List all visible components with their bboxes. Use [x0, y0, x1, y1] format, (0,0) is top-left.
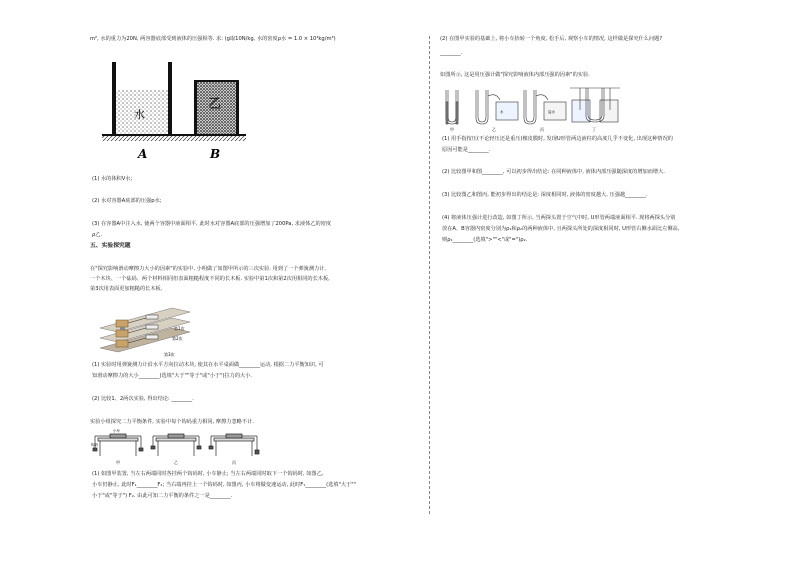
- e2-q1-line3: 小于"或"等于") F₂. 由此可知二力平衡的条件之一是________.: [92, 493, 233, 499]
- water-label-yi: 水: [500, 110, 504, 114]
- e3-q1-line1: (1) 用手指按压(不论轻压还是重压)橡皮膜时, 发现U形管两边液柱的高度几乎不变化, 出现这种情况的: [442, 136, 673, 142]
- section-title: 五、实验探究题: [90, 243, 131, 249]
- q1: (1) 水的体积V水;: [92, 176, 133, 182]
- cart-label: 小车: [113, 429, 120, 433]
- fig-p-bing: 丙: [540, 127, 544, 132]
- containers-figure: [98, 58, 248, 166]
- trial-2-label: 第2次: [172, 336, 183, 341]
- e1-q1-line2: 知滑动摩擦力的大小________(选填"大于""等于"或"小于")拉力的大小.: [92, 373, 253, 379]
- fig-p-yi: 乙: [492, 127, 496, 132]
- exp1-line2: 一个木块、一个砝码、两个材料相同但表面粗糙程度不同的长木板. 实验中第1次和第2次用相同的长木板,: [90, 276, 330, 282]
- e3-q4-line1: (4) 将液体压强计进行改造, 如图丁所示, 当两探头置于空气中时, U形管两端液面相平. 现将两探头分别: [442, 215, 676, 221]
- trial-1-label: 第1次: [174, 326, 185, 331]
- e3-q3: (3) 比较图乙和图丙, 能初步得出的结论是: 深度相同时, 液体的密度越大, 压强越________.: [442, 192, 648, 198]
- q3-line2: ρ乙.: [92, 232, 103, 238]
- trial-3-label: 第3次: [164, 352, 175, 357]
- fig-p-jia: 甲: [450, 127, 454, 132]
- exp2-intro: 实验小组探究二力平衡条件, 实验中每个钩码重力相同, 摩擦力忽略不计.: [90, 419, 254, 425]
- e3-q4-line3: 则ρ₁________(选填">""<"或"=")ρ₂.: [442, 237, 528, 243]
- q2-line2: ________.: [440, 50, 463, 56]
- e2-q1-line1: (1) 如图甲装置, 当左右两端同时各挂两个钩码时, 小车静止; 当左右两端同时取下一个钩码时, 如图乙,: [92, 471, 324, 477]
- pressure-figure: [440, 82, 630, 132]
- exp3-intro: 如图所示, 这是用压强计做"探究影响液体内部压强的因素"的实验.: [440, 72, 590, 78]
- e1-q1-line1: (1) 实验时用弹簧测力计沿水平方向拉动木块, 使其在水平桌面做________运动, 根据二力平衡知识, 可: [92, 362, 324, 368]
- e3-q1-line2: 原因可能是________.: [442, 147, 491, 153]
- q3-line1: (3) 在容器A中注入水, 使两个容器中液面相平, 此时水对容器A底部的压强增加了200Pa, 求液体乙的密度: [92, 221, 332, 227]
- liquid-yi-label: 乙: [208, 97, 222, 112]
- e1-q2: (2) 比较1、2两次实验, 得出结论: ________.: [92, 396, 194, 402]
- label-a: A: [138, 147, 148, 161]
- brine-label: 盐水: [548, 110, 555, 114]
- e3-q2: (2) 比较图甲和图________, 可以初步得出结论: 在同种液体中, 液体内部压强随深度的增加而增大.: [442, 169, 665, 175]
- water-label: 水: [134, 108, 145, 121]
- q2-line1: (2) 在图甲实验的基础上, 将小车抬转一个角度, 松手后, 观察小车的情况, 这样做是探究什么问题?: [440, 36, 663, 42]
- fig-yi: 乙: [174, 460, 178, 465]
- fig-p-ding: 丁: [592, 127, 596, 132]
- exp1-line3: 第3次用表面更加粗糙的长木板.: [90, 286, 163, 292]
- fig-bing: 丙: [232, 460, 236, 465]
- label-b: B: [210, 147, 221, 161]
- exp1-line1: 在"探究影响滑动摩擦力大小的因素"的实验中, 小明做了如图甲所示的三次实验. 用到了一个弹簧测力计、: [90, 266, 330, 272]
- e3-q4-line2: 放在A、B容器内密度分别为ρ₁和ρ₂的两种液体中, 且两探头所处的深度相同时, U形管右侧水面比左侧高,: [442, 226, 680, 232]
- e2-q1-line2: 小车仍静止, 此时F₁________F₂; 当右端再挂上一个钩码时, 如图丙, 小车将做变速运动, 此时F₁________(选填"大于"": [92, 482, 357, 488]
- balance-figure: [90, 428, 265, 466]
- intro-line: m², 水的重力为20N, 两容器底部受到液体的压强相等. 求: (g取10N/kg, 水的密度ρ水 = 1.0 × 10³kg/m³): [90, 36, 336, 42]
- friction-figure: [94, 298, 206, 358]
- hook-label: 钩码: [91, 443, 98, 447]
- column-divider: [429, 36, 430, 514]
- q2: (2) 水对容器A底部的压强p水;: [92, 198, 162, 204]
- fig-jia: 甲: [116, 460, 120, 465]
